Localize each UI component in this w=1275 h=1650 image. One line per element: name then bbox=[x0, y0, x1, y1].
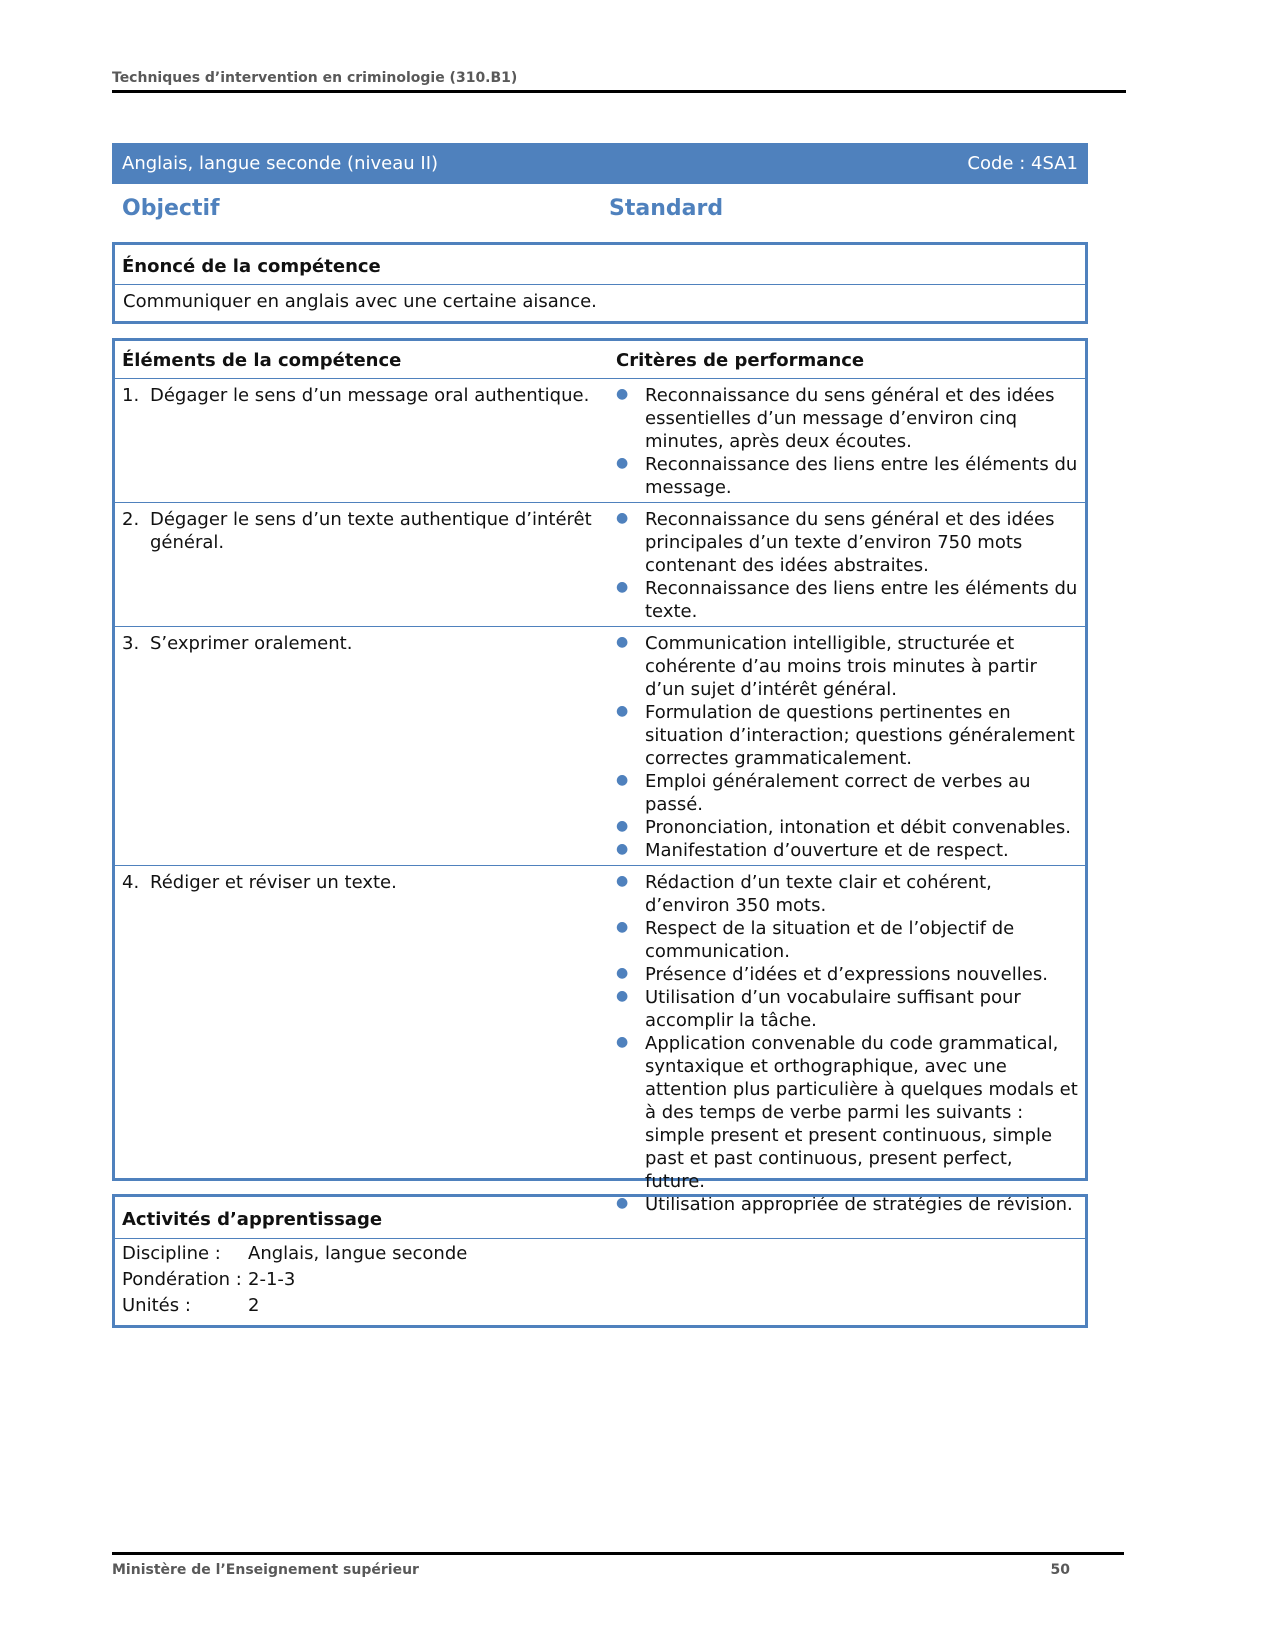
criteria-text: Reconnaissance des liens entre les éléments du texte. bbox=[645, 578, 1078, 622]
criteria-text: Reconnaissance des liens entre les éléments du message. bbox=[645, 454, 1078, 498]
col-criteres-heading: Critères de performance bbox=[609, 341, 1085, 379]
bullet-icon bbox=[616, 577, 645, 623]
element-number: 2. bbox=[122, 509, 140, 530]
criteria-list bbox=[616, 632, 1078, 862]
criteria-item bbox=[616, 917, 1078, 963]
element-cell bbox=[115, 379, 609, 503]
field-value: Anglais, langue seconde bbox=[248, 1243, 468, 1264]
col-elements-heading: Éléments de la compétence bbox=[115, 341, 609, 379]
bullet-icon bbox=[616, 1032, 645, 1193]
header-rule bbox=[112, 90, 1126, 93]
criteria-list bbox=[616, 871, 1078, 1216]
page-header bbox=[112, 70, 1126, 93]
bullet-icon bbox=[616, 508, 645, 577]
criteria-cell bbox=[609, 866, 1085, 1220]
activites-field bbox=[122, 1241, 1078, 1267]
section-headings bbox=[112, 196, 1088, 221]
criteria-text: Application convenable du code grammatical, syntaxique et orthographique, avec une attention plus particulière à quelques modals et à des temps de verbe parmi les suivants : simple present et present continuous, simple past et past continuous, present perfect, future. bbox=[645, 1033, 1078, 1192]
activites-box bbox=[112, 1194, 1088, 1328]
page-number: 50 bbox=[1050, 1562, 1070, 1578]
footer-publisher: Ministère de l’Enseignement supérieur bbox=[112, 1562, 419, 1578]
criteria-text: Présence d’idées et d’expressions nouvelles. bbox=[645, 964, 1048, 985]
element-number: 3. bbox=[122, 633, 140, 654]
element-row bbox=[115, 866, 1085, 1220]
element-cell bbox=[115, 866, 609, 1220]
activites-heading: Activités d’apprentissage bbox=[115, 1197, 1085, 1239]
footer-rule bbox=[112, 1552, 1124, 1555]
criteria-text: Utilisation appropriée de stratégies de révision. bbox=[645, 1194, 1073, 1215]
bullet-icon bbox=[616, 384, 645, 453]
criteria-item bbox=[616, 577, 1078, 623]
criteria-item bbox=[616, 963, 1078, 986]
element-row bbox=[115, 627, 1085, 866]
course-title: Anglais, langue seconde (niveau II) bbox=[122, 153, 439, 174]
element-row bbox=[115, 379, 1085, 503]
bullet-icon bbox=[616, 986, 645, 1032]
field-label: Discipline : bbox=[122, 1243, 221, 1264]
enonce-heading: Énoncé de la compétence bbox=[115, 245, 1085, 285]
element-text: Rédiger et réviser un texte. bbox=[150, 872, 397, 893]
element-number: 1. bbox=[122, 385, 140, 406]
criteria-list bbox=[616, 508, 1078, 623]
criteria-text: Formulation de questions pertinentes en situation d’interaction; questions généralement correctes grammaticalement. bbox=[645, 702, 1075, 769]
element-item bbox=[122, 871, 602, 894]
activites-field bbox=[122, 1267, 1078, 1293]
criteria-cell bbox=[609, 627, 1085, 866]
field-value: 2 bbox=[248, 1295, 260, 1316]
criteria-text: Reconnaissance du sens général et des idées essentielles d’un message d’environ cinq minutes, après deux écoutes. bbox=[645, 385, 1055, 452]
criteria-text: Manifestation d’ouverture et de respect. bbox=[645, 840, 1009, 861]
field-label: Pondération : bbox=[122, 1269, 242, 1290]
criteria-item bbox=[616, 508, 1078, 577]
bullet-icon bbox=[616, 917, 645, 963]
criteria-item bbox=[616, 1032, 1078, 1193]
element-cell bbox=[115, 627, 609, 866]
criteria-item bbox=[616, 839, 1078, 862]
criteria-text: Respect de la situation et de l’objectif de communication. bbox=[645, 918, 1015, 962]
criteria-item bbox=[616, 770, 1078, 816]
criteria-item bbox=[616, 986, 1078, 1032]
criteria-text: Prononciation, intonation et débit convenables. bbox=[645, 817, 1071, 838]
element-item bbox=[122, 508, 602, 554]
standard-heading: Standard bbox=[609, 196, 724, 221]
bullet-icon bbox=[616, 963, 645, 986]
element-text: Dégager le sens d’un texte authentique d’intérêt général. bbox=[150, 509, 592, 553]
criteria-item bbox=[616, 632, 1078, 701]
criteria-item bbox=[616, 816, 1078, 839]
course-title-bar bbox=[112, 143, 1088, 184]
activites-field bbox=[122, 1293, 1078, 1319]
criteria-item bbox=[616, 384, 1078, 453]
bullet-icon bbox=[616, 816, 645, 839]
criteria-item bbox=[616, 453, 1078, 499]
bullet-icon bbox=[616, 632, 645, 701]
element-item bbox=[122, 384, 602, 407]
criteria-item bbox=[616, 871, 1078, 917]
activites-fields bbox=[115, 1239, 1085, 1319]
program-title: Techniques d’intervention en criminologie (310.B1) bbox=[112, 70, 518, 86]
bullet-icon bbox=[616, 770, 645, 816]
bullet-icon bbox=[616, 453, 645, 499]
criteria-list bbox=[616, 384, 1078, 499]
criteria-text: Rédaction d’un texte clair et cohérent, d’environ 350 mots. bbox=[645, 872, 992, 916]
element-text: Dégager le sens d’un message oral authentique. bbox=[150, 385, 590, 406]
criteria-cell bbox=[609, 503, 1085, 627]
bullet-icon bbox=[616, 871, 645, 917]
criteria-text: Reconnaissance du sens général et des idées principales d’un texte d’environ 750 mots contenant des idées abstraites. bbox=[645, 509, 1055, 576]
elements-table bbox=[115, 341, 1085, 1219]
elements-table-box bbox=[112, 338, 1088, 1215]
field-label: Unités : bbox=[122, 1295, 191, 1316]
criteria-cell bbox=[609, 379, 1085, 503]
field-value: 2-1-3 bbox=[248, 1269, 296, 1290]
bullet-icon bbox=[616, 701, 645, 770]
enonce-text: Communiquer en anglais avec une certaine aisance. bbox=[123, 291, 597, 312]
bullet-icon bbox=[616, 839, 645, 862]
criteria-text: Communication intelligible, structurée et cohérente d’au moins trois minutes à partir d’un sujet d’intérêt général. bbox=[645, 633, 1037, 700]
course-code: Code : 4SA1 bbox=[967, 153, 1078, 174]
element-item bbox=[122, 632, 602, 655]
criteria-text: Utilisation d’un vocabulaire suffisant pour accomplir la tâche. bbox=[645, 987, 1021, 1031]
enonce-box bbox=[112, 242, 1088, 324]
element-cell bbox=[115, 503, 609, 627]
criteria-text: Emploi généralement correct de verbes au passé. bbox=[645, 771, 1031, 815]
elements-table-body bbox=[115, 379, 1085, 1220]
element-number: 4. bbox=[122, 872, 140, 893]
element-row bbox=[115, 503, 1085, 627]
element-text: S’exprimer oralement. bbox=[150, 633, 353, 654]
criteria-item bbox=[616, 701, 1078, 770]
objectif-heading: Objectif bbox=[122, 196, 220, 221]
page-footer bbox=[112, 1552, 1124, 1578]
